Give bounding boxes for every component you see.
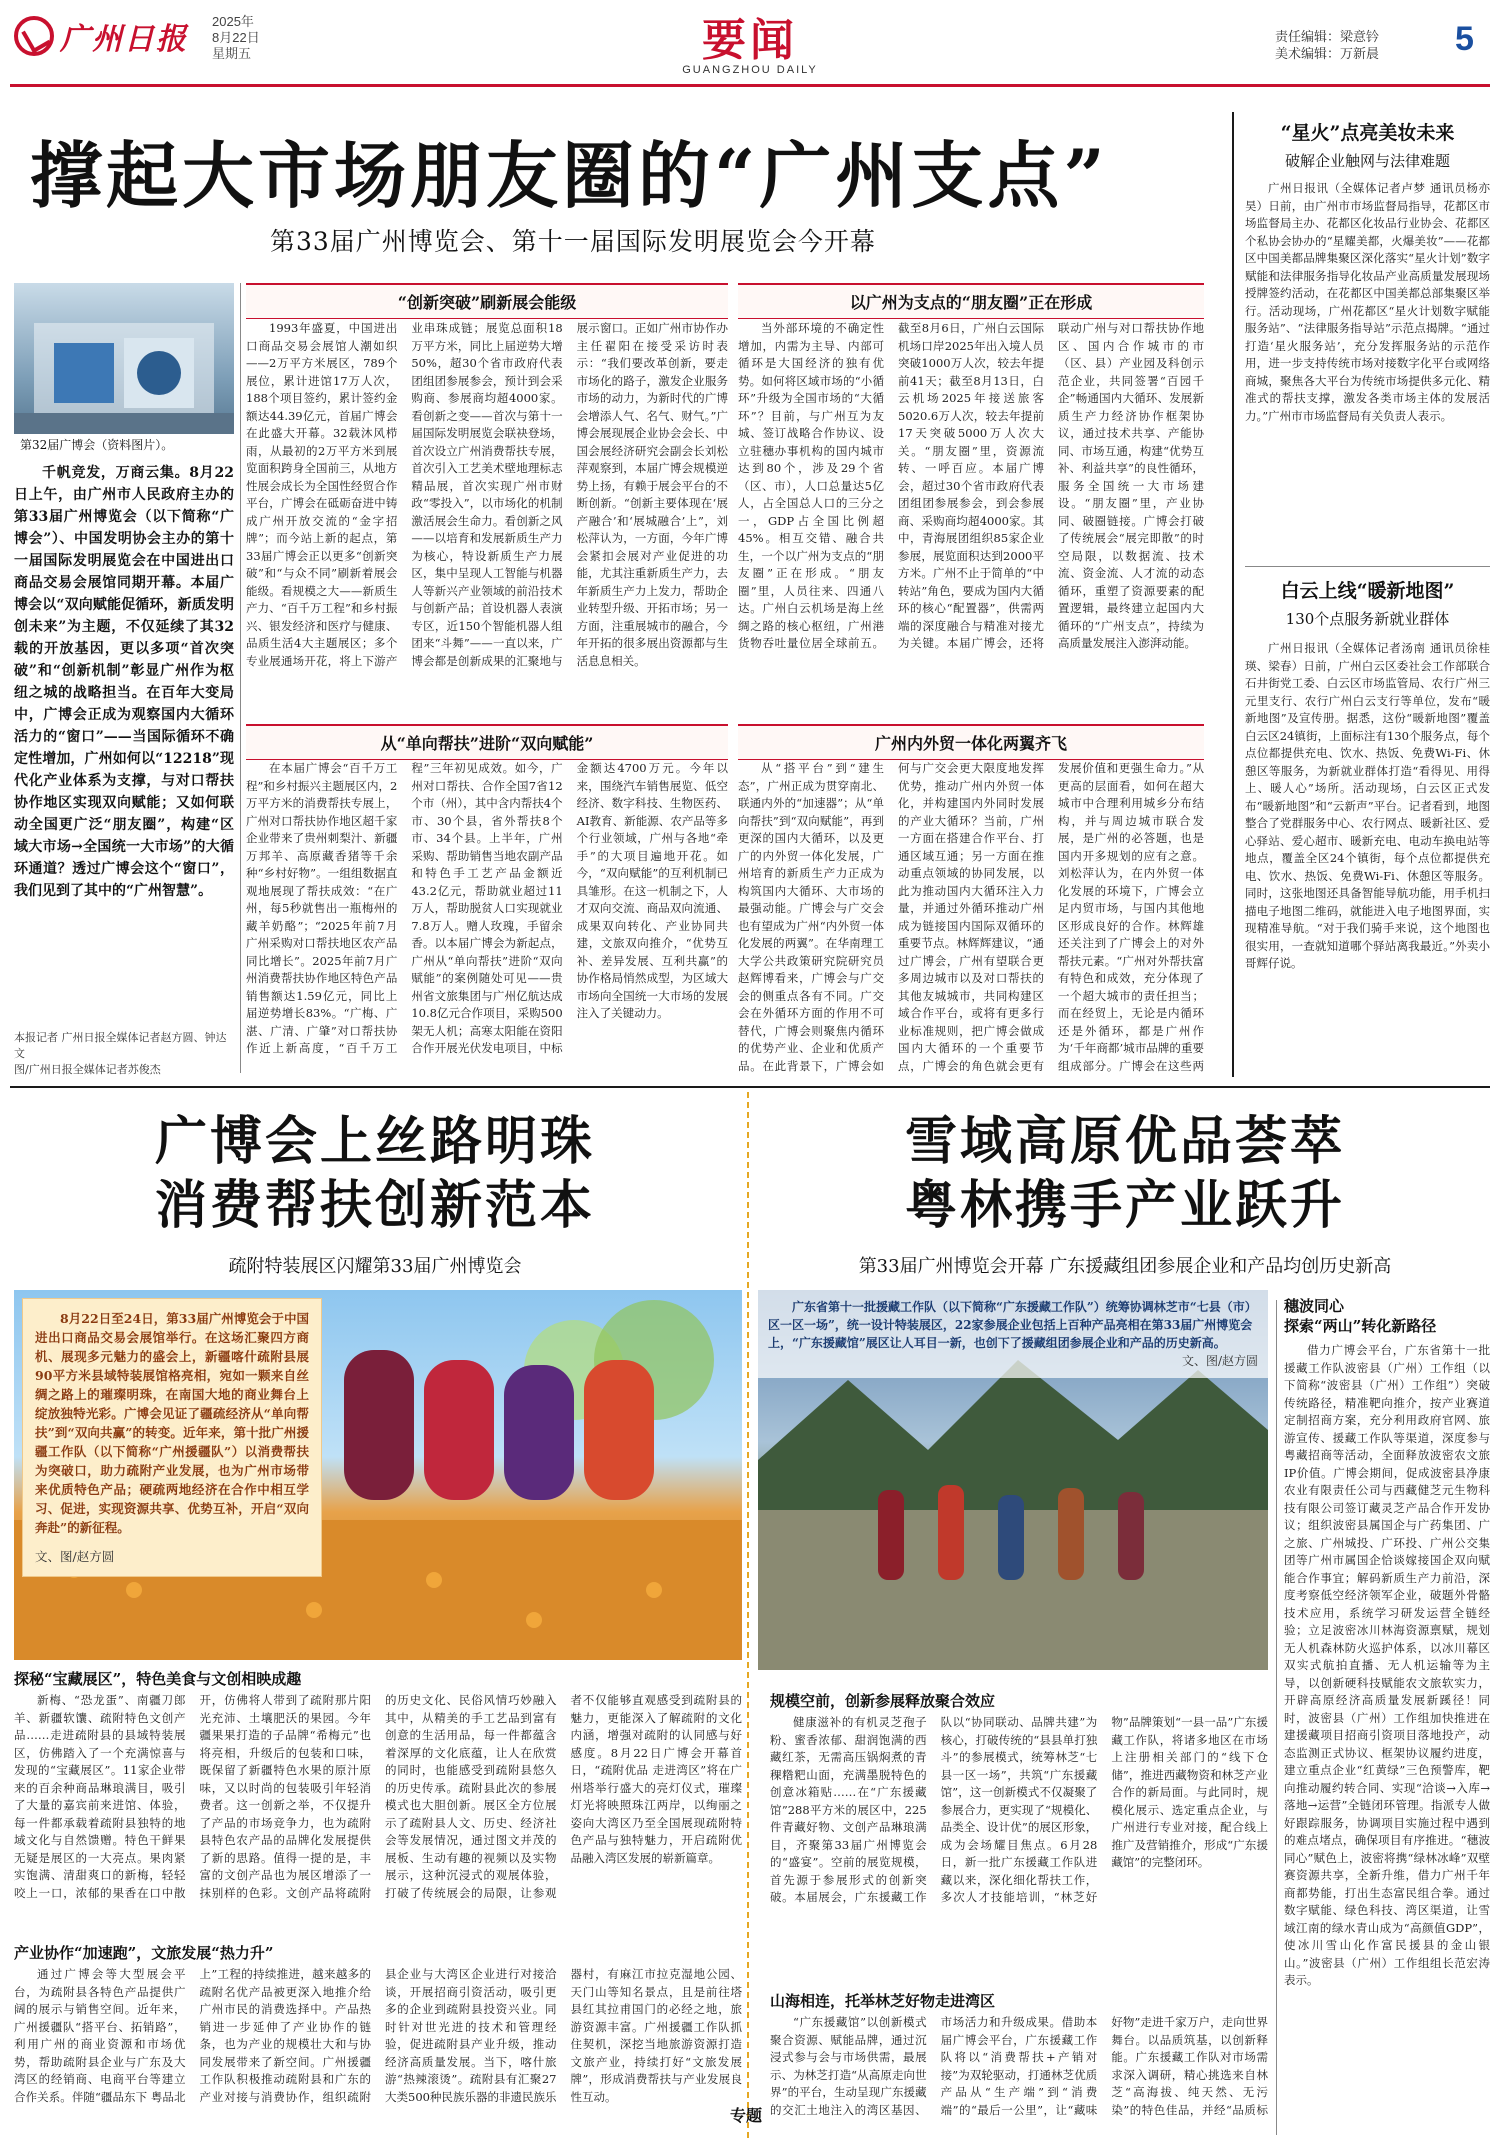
lower-right-side-title-1: 穗波同心 xyxy=(1284,1297,1345,1315)
editor-credits xyxy=(1275,28,1379,62)
lower-right-side-divider xyxy=(1276,1300,1277,2135)
lower-right-photo-caption-text: 广东省第十一批援藏工作队（以下简称“广东援藏工作队”）统筹协调林芝市“七县（市）区一区一场”，统一设计特装展区，22家参展企业包括上百种产品亮相在第33届广州博览会上，“广东援藏馆”展区让人耳目一新，也创下了援藏组团参展企业和产品的历史新高。 xyxy=(768,1300,1257,1350)
lower-right-headline-line1: 雪域高原优品荟萃 xyxy=(904,1111,1345,1172)
page-split-rule xyxy=(10,1086,1490,1088)
sidebar-divider xyxy=(1232,112,1234,1077)
lower-left-headline xyxy=(40,1110,710,1238)
lead-section-text-4: 从“搭平台”到“建生态”，广州正成为贯穿南北、联通内外的“加速器”；从“单向帮扶”到“双向赋能”，再到更深的国内大循环，以及更广的内外贸一体化发展，广州培育的新质生产力正成为构筑国内大循环、大市场的最强动能。广博会与广交会也有望成为广州“内外贸一体化发展的两翼”。在华南理工大学公共政策研究院研究员赵辉博看来，广博会与广交会的侧重点各有不同。广交会在外循环方面的作用不可替代，广博会则聚焦内循环的优势产业、企业和优质产品。在此背景下，广博会如何与广交会更大限度地发挥优势，推动广州内外贸一体化，并构建国内外同时发展的产业大循环？当前，广州一方面在搭建合作平台、打通区域互通；另一方面在推动重点领域的协同发展，以此为推动国内大循环注入力量，并通过外循环推动广州成为链接国内国际双循环的重要节点。林辉辉建议，“通过广博会，广州有望联合更多周边城市以及对口帮扶的其他友城城市，共同构建区域合作平台，或将有更多行业标准规则，把广博会做成国内大循环的一个重要节点，广博会的角色就会更有发展价值和更强生命力。”从更高的层面看，如何在超大城市中合理利用城乡分布结构，并与周边城市联合发展，是广州的必答题，也是国内开多规划的应有之意。刘松萍认为，在内外贸一体化发展的环境下，广博会立足内贸市场，与国内其他地区形成良好的合作。林辉雄还关注到了广博会上的对外帮扶元素。“广州对外帮扶富有特色和成效，充分体现了一个超大城市的责任担当；而在经贸上，无论是内循环还是外循环，都是广州作为‘千年商都’城市品牌的重要组成部分。广博会在这些两 xyxy=(738,761,1204,1073)
date-day: 8月22日 xyxy=(212,30,260,45)
section-title: 要闻 xyxy=(702,15,798,66)
lead-section-title-2: 以广州为支点的“朋友圈”正在形成 xyxy=(738,283,1204,319)
lower-right-side-text: 借力广博会平台，广东省第十一批援藏工作队波密县（广州）工作组（以下简称“波密县（广州）工作组”）突破传统路径，精准靶向推介，按产业赛道定制招商方案，充分利用政府官网、旅游宣传、援藏工作队等渠道，深度参与粤藏招商等活动，全面释放波密农文旅IP价值。广博会期间，促成波密县净康农业有限责任公司与西藏健芝元生物科技有限公司签订藏灵芝产品合作开发协议；组织波密县属国企与广药集团、广之旅、广州城投、广环投、广州公交集团等广州市属国企恰谈嫁接国企双向赋能合作事宜；解码新质生产力前沿，深度考察低空经济领军企业，破题外骨骼技术应用，系统学习研发运营全链经验；立足波密冰川林海资源禀赋，规划无人机森林防火巡护体系，以冰川幕区双实式航拍直播、无人机运输等为主导，以创新硬科技赋能农文旅软实力，开辟高原经济高质量发展新蹊径！同时，波密县（广州）工作组加快推进在建援藏项目招商引资项目落地投产，动态监测正式协议、框架协议履约进度，建立重点企业“红黄绿”三色预警库，靶向推动履约转合同、实现“洽谈→入库→落地→运营”全链闭环管理。指派专人做好跟踪服务，协调项目实施过程中遇到的难点堵点，确保项目有序推进。“穗波同心”赋色上，波密将携“绿林冰峰”双壁赛资源共享，全新升维，借力广州千年商都势能，打出生态富民组合拳。通过数字赋能、绿色科技、湾区渠道，让雪域江南的绿水青山成为“高颜值GDP”，使冰川雪山化作富民援县的金山银山。”波密县（广州）工作组组长范宏涛表示。 xyxy=(1284,1343,1490,1987)
lower-right-photo xyxy=(758,1290,1268,1670)
sidebar-story2-subtitle: 130个点服务新就业群体 xyxy=(1285,610,1450,628)
lower-right-section1-title: 规模空前，创新参展释放聚合效应 xyxy=(770,1692,996,1710)
lead-headline: 撑起大市场朋友圈的“广州支点” xyxy=(30,133,1109,218)
lower-column-divider xyxy=(747,1092,749,2138)
sidebar-story1-subtitle: 破解企业触网与法律难题 xyxy=(1284,152,1450,170)
lower-left-deck: 疏附特装展区闪耀第33届广州博览会 xyxy=(228,1256,522,1277)
column-divider xyxy=(240,283,241,1073)
lead-byline-photo: 图/广州日报全媒体记者苏俊杰 xyxy=(14,1063,161,1076)
lower-right-photo-byline: 文、图/赵方圆 xyxy=(1181,1354,1258,1368)
lead-section-text-3: 在本届广博会“百千万工程”和乡村振兴主题展区内，2万平方米的消费帮扶专展上，广州对口帮扶协作地区超千家企业带来了贵州刺梨汁、新疆万邦羊、高原藏香猪等千余种“乡村好物”。一组组数据直观地展现了帮扶成效：“在广州，每5秒就售出一瓶梅州的藏羊奶酪”；“2025年前7月广州采购对口帮扶地区农产品同比增长”。2025年前7月广州消费帮扶协作地区特色产品销售额达1.59亿元，同比上届逆势增长83%。“广梅、广湛、广清、广肇”对口帮扶协作近上新高度，“百千万工程”三年初见成效。如今，广州对口帮扶、合作全国7省12个市（州），其中含内帮扶4个市、30个县，省外帮扶8个市、34个县。上半年，广州采购、帮助销售当地农副产品和特色手工艺产品金额近43.2亿元，帮助就业超过11万人，帮助脱贫人口实现就业7.8万人。赠人玫瑰，手留余香。以本届广博会为新起点，广州从“单向帮扶”进阶“双向赋能”的案例随处可见——贵州省文旅集团与广州亿航达成10.8亿元合作项目，采购500架无人机；高寒太阳能在资阳合作开展光伏发电项目，中标金额达4700万元。今年以来，围绕汽车销售展览、低空经济、数字科技、生物医药、AI教育、新能源、农产品等多个行业领域，广州与各地“牵手”的大项目遍地开花。如今，“双向赋能”的互利机制已具雏形。在这一机制之下，人才双向交流、商品双向流通、成果双向转化、产业协同共建，文旅双向推介，“优势互补、差异发展、互利共赢”的协作格局悄然成型，为区域大市场向全国统一大市场的发展注入了关键动力。 xyxy=(246,761,728,1055)
date-year: 2025年 xyxy=(212,14,254,29)
newspaper-logo xyxy=(14,14,204,58)
lower-right-section1-text: 健康滋补的有机灵芝孢子粉、蜜香浓郁、甜润饱满的西藏红茶，无需高压锅焖煮的青稞糌粑山面，充满墨脱特色的创意冰箱贴……在“广东援藏馆”288平方米的展区中，225件青藏好物、文创产品琳琅满目，齐聚第33届广州博览会的“盛宴”。空前的展览规模，首先源于参展形式的创新突破。本届展会，广东援藏工作队以“协同联动、品牌共建”为核心，打破传统的“县县单打独斗”的参展模式，统筹林芝“七县一区一场”，共筑“广东援藏馆”，这一创新模式不仅凝聚了参展合力，更实现了“规模化、品类全、设计优”的展区形象，成为会场耀目焦点。6月28日，新一批广东援藏工作队进藏以来，深化细化帮扶工作，多次人才技能培训，“林芝好物”品牌策划“一县一品”广东援藏工作队，将诸多地区在市场上注册相关部门的“线下仓储”，推进西藏物资和林芝产业合作的新局面。与此同时，规模化展示、选定重点企业，与广州进行专业对接，配合线上推广及营销推介，形成“广东援藏馆”的完整闭环。 xyxy=(770,1715,1268,1904)
logo-text: 广州日报 xyxy=(60,22,188,57)
lead-photo-caption: 第32届广博会（资料图片）。 xyxy=(14,434,234,455)
lead-section-title-4: 广州内外贸一体化两翼齐飞 xyxy=(738,724,1204,760)
lower-right-side-title xyxy=(1284,1296,1490,1336)
issue-date xyxy=(212,14,260,62)
lower-left-headline-line1: 广博会上丝路明珠 xyxy=(154,1111,595,1172)
lower-left-section2-text: 通过广博会等大型展会平台，为疏附县各特色产品提供广阔的展示与销售空间。近年来，广州援疆队“搭平台、拓销路”，利用广州的商业资源和市场优势，帮助疏附县企业与广东及大湾区的经销商、电商平台等建立合作关系。伴随“疆品东下 粤品北上”工程的持续推进，越来越多的疏附名优产品被更深入地推介给广州市民的消费选择中。产品热销进一步延伸了产业协作的链条，也为产业的规模壮大和与协同发展带来了新空间。广州援疆工作队积极推动疏附县和广东的产业对接与消费协作，组织疏附县企业与大湾区企业进行对接洽谈，开展招商引资活动，吸引更多的企业到疏附县投资兴业。同时针对世光进的技术和管理经验，促进疏附县产业升级，推动经济高质量发展。当下，喀什旅游“热辣滚烫”。疏附县有汇聚27大类500种民族乐器的非遗民族乐器村，有麻江市拉克湿地公园、天门山等知名景点，且是前往塔县红其拉甫国门的必经之地，旅游资源丰富。广州援疆工作队抓住契机，深挖当地旅游资源打造文旅产业，持续打好“文旅发展牌”，形成消费帮扶与产业发展良性互动。 xyxy=(14,1967,742,2104)
lower-right-headline xyxy=(760,1110,1490,1238)
exhibition-hall-illustration xyxy=(14,283,234,455)
editor-responsible: 责任编辑：梁意钤 xyxy=(1275,29,1380,44)
lead-deck: 第33届广州博览会、第十一届国际发明展览会今开幕 xyxy=(270,227,876,256)
sidebar-rule xyxy=(1245,566,1490,567)
lower-left-intro-text: 8月22日至24日，第33届广州博览会于中国进出口商品交易会展馆举行。在这场汇聚四方商机、展现多元魅力的盛会上，新疆喀什疏附县展90平方米县域特装展馆格亮相，宛如一颗来自丝绸之路上的璀璨明珠，在南国大地的商业舞台上绽放独特光彩。广博会见证了疆疏经济从“单向帮扶”到“双向共赢”的转变。近年来，第十批广州援疆工作队（以下简称“广州援疆队”）以消费帮扶为突破口，助力疏附产业发展，也为广州市场带来优质特色产品；硬疏两地经济在合作中相互学习、促进，实现资源共享、优势互补，开启“双向奔赴”的新征程。 xyxy=(35,1311,309,1535)
page-number: 5 xyxy=(1455,20,1474,58)
lead-section-title-1: “创新突破”刷新展会能级 xyxy=(246,283,728,319)
lead-section-title-3: 从“单向帮扶”进阶“双向赋能” xyxy=(246,724,728,760)
lead-section-text-1: 1993年盛夏，中国进出口商品交易会展馆人潮如织——2万平方米展区，789个展位，累计进馆17万人次，188个项目签约，累计签约金额达44.39亿元，首届广博会在此盛大开幕。32载沐风栉雨，从最初的2万平方米到展览面积跨身全国前三，从地方性展会成长为全国性经贸合作平台，广博会在砥砺奋进中铸成广州开放交流的“金字招牌”；而今站上新的起点，第33届广博会正以更多“创新突破”和“与众不同”刷新着展会能级。看规模之大——新质生产力、“百千万工程”和乡村振兴、银发经济和医疗与健康、品质生活4大主题展区；多个专业展通场开花，将上下游产业串珠成链；展览总面积18万平方米，同比上届逆势大增50%，超30个省市政府代表团组团参展参会，预计到会采购商、参展商均超4000家。看创新之变——首次与第十一届国际发明展览会联袂登场，首次设立广州消费帮扶专展，首次引入工艺美术壁地理标志精品展，首次实现广州市财政“零投入”，以市场化的机制激活展会生命力。看创新之风——以培育和发展新质生产力为核心，特设新质生产力展区，集中呈现人工智能与机器人等新兴产业领域的前沿技术与创新产品；首设机器人表演专区，近150个智能机器人组团来“斗舞”——一直以来，广博会都是创新成果的汇聚地与展示窗口。正如广州市协作办主任翟阳在接受采访时表示：“我们要改革创新，要走市场化的路子，激发企业服务市场的动力，为新时代的广博会增添人气、名气、财气。”广博会展现展企业协会会长、中国会展经济研究会副会长刘松萍观察到，本届广博会规模逆势上扬，有赖于展会平台的不断创新。“创新主要体现在‘展产融合’和‘展城融合’上”，刘松萍认为，一方面，今年广博会紧扣会展对产业促进的功能，尤其注重新质生产力，去年新质生产力上发力，帮助企业转型升级、开拓市场；另一方面，注重展城市的融合，今年开拓的很多展出资源都与生活息息相关。 xyxy=(246,321,728,668)
masthead-rule xyxy=(10,84,1490,87)
sidebar-story1-title: “星火”点亮美妆未来 xyxy=(1280,122,1455,144)
logo-emblem-icon xyxy=(14,16,54,56)
lower-right-section2-text: “广东援藏馆”以创新模式聚合资源、赋能品牌，通过沉浸式参与会与市场供需，最展示、为林芝打造“从高原走向世界”的平台，生动呈现广东援藏的交汇土地注入的湾区基因、市场活力和升级成果。借助本届广博会平台，广东援藏工作队将以“消费帮扶+产销对接”为双轮驱动，打通林芝优质产品从“生产端”到“消费端”的“最后一公里”，让“藏味好物”走进千家万户，走向世界舞台。以品质筑基，以创新释能。广东援藏工作队对市场需求深入调研，精心挑选来自林芝“高海拔、纯天然、无污染”的特色佳品，并经“品质标 xyxy=(770,2015,1268,2117)
lead-section-text-2: 当外部环境的不确定性增加，内需为主导、内部可循环是大国经济的独有优势。如何将区域市场的“小循环”升级为全国市场的“大循环”？目前，与广州互为友城、签订战略合作协议、设立驻穗办事机构的国内城市达到80个，涉及29个省（区、市），人口总量达5亿人，占全国总人口的三分之一，GDP占全国比例超45%。相互交错、融合共生，一个以广州为支点的“朋友圈”正在形成。“朋友圈”里，人员往来、四通八达。广州白云机场是海上丝绸之路的核心枢纽，广州港货物吞吐量位居全球前五。截至8月6日，广州白云国际机场口岸2025年出入境人员突破1000万人次，较去年提前41天；截至8月13日，白云机场2025年接送旅客5020.6万人次，较去年提前17天突破5000万人次大关。“朋友圈”里，资源流转、一呼百应。本届广博会，超过30个省市政府代表团组团参展参会，到会参展商、采购商均超4000家。其中，青海展团组织85家企业参展，展览面积达到2000平方米。广州不止于简单的“中转站”角色，要成为国内大循环的核心“配置器”，供需两端的深度融合与精准对接尤为关键。本届广博会，还将联动广州与对口帮扶协作地区、国内合作城市的市（区、县）产业园及科创示范企业，共同签署“百园千企”畅通国内大循环、发展新质生产力经济协作框架协议，通过技术共享、产能协同、市场互通，构建“优势互补、利益共享”的良性循环，服务全国统一大市场建设。“朋友圈”里，产业协同、破圈链接。广博会打破了传统展会“展完即散”的时空局限，以数据流、技术流、资金流、人才流的动态循环，重塑了资源要素的配置逻辑，最终建立起国内大循环的“广州支点”，持续为高质量发展注入澎湃动能。 xyxy=(738,321,1204,650)
lower-right-deck: 第33届广州博览会开幕 广东援藏组团参展企业和产品均创历史新高 xyxy=(858,1256,1392,1277)
lower-right-headline-line2: 粤林携手产业跃升 xyxy=(904,1175,1345,1236)
lower-left-section1-title: 探秘“宝藏展区”，特色美食与文创相映成趣 xyxy=(14,1670,302,1688)
lead-byline xyxy=(14,1030,234,1078)
lower-left-intro-box xyxy=(22,1298,322,1577)
lead-photo xyxy=(14,283,234,455)
sidebar-story1-text: 广州日报讯（全媒体记者卢梦 通讯员杨亦昊）日前，由广州市市场监督局指导，花都区市场监督局主办、花都区化妆品行业协会、花都区个私协会协办的“星耀美都，火爆美妆”——花都区中国美都品牌集聚区深化落实“星火计划”数字赋能和法律服务指导化妆品产业高质量发展现场授牌签约活动，在花都区中国美都总部集聚区举行。活动现场，广州花都区“星火计划数字赋能服务站”、“法律服务指导站”示范点揭牌。“通过打造‘星火服务站’，充分发挥服务站的示范作用，进一步支持传统市场对接数字化平台或网络商城，聚焦各大平台为传统市场提供多元化、精准式的帮扶支撑，激发各类市场主体的发展活力。”广州市市场监督局有关负责人表示。 xyxy=(1245,181,1490,423)
lower-left-headline-line2: 消费帮扶创新范本 xyxy=(154,1175,595,1236)
section-subtitle: GUANGZHOU DAILY xyxy=(682,64,818,76)
lower-left-photo xyxy=(14,1290,742,1660)
lower-left-section2-title: 产业协作“加速跑”，文旅发展“热力升” xyxy=(14,1944,274,1962)
lead-intro: 千帆竞发，万商云集。8月22日上午，由广州市人民政府主办的第33届广州博览会（以下简称“广博会”）、中国发明协会主办的第十一届国际发明展览会在中国进出口商品交易会展馆同期开幕。本届广博会以“双向赋能促循环，新质发明创未来”为主题，不仅延续了其32载的开放基因，更以多项“首次突破”和“创新机制”彰显广州作为枢纽之城的战略担当。在百年大变局中，广博会正成为观察国内大循环活力的“窗口”——当国际循环不确定性增加，广州如何以“12218”现代化产业体系为支撑，与对口帮扶协作地区实现双向赋能；又如何联动全国更广泛“朋友圈”，构建“区域大市场→全国统一大市场”的大循环通道？透过广博会这个“窗口”，我们见到了其中的“广州智慧”。 xyxy=(14,465,234,899)
sidebar-story2-title: 白云上线“暖新地图” xyxy=(1280,580,1455,602)
lower-left-intro-byline: 文、图/赵方圆 xyxy=(35,1549,115,1564)
sidebar-story2-text: 广州日报讯（全媒体记者汤南 通讯员徐桂瑛、梁春）日前，广州白云区委社会工作部联合石井街党工委、白云区市场监管局、农行广州三元里支行、农行广州白云支行等单位，发布“暖新地图”及宣传册。据悉，这份“暖新地图”覆盖白云区24镇街，上面标注有130个服务点，每个点位都提供充电、饮水、热饭、免费Wi-Fi、休憩区等服务，为新就业群体打造“看得见、用得上、暖人心”场所。活动现场，白云区正式发布“暖新地图”和“云新声”平台。记者看到，地图整合了党群服务中心、农行网点、暖新社区、爱心驿站、爱心超市、暖新充电、电动车换电站等地点，覆盖全区24个镇街，每个点位都提供充电、饮水、热饭、免费Wi-Fi、休憩区等服务。同时，这张地图还具备智能导航功能，用手机扫描电子地图二维码，就能进入电子地图界面，实现精准导航。“对于我们骑手来说，这个地图也很实用，一查就知道哪个驿站离我最近。”外卖小哥辉仔说。 xyxy=(1245,641,1490,970)
topic-label: 专题 xyxy=(730,2106,763,2125)
lower-right-section2-title: 山海相连，托举林芝好物走进湾区 xyxy=(770,1992,996,2010)
lead-byline-reporters: 本报记者 广州日报全媒体记者赵方圆、钟达文 xyxy=(14,1031,227,1060)
weekday: 星期五 xyxy=(212,46,252,61)
editor-art: 美术编辑：万新晨 xyxy=(1275,46,1380,61)
lower-right-side-title-2: 探索“两山”转化新路径 xyxy=(1284,1317,1437,1335)
lower-left-section1-text: 新梅、“恐龙蛋”、南疆刀郎羊、新疆软馕、疏附特色文创产品……走进疏附县的县域特装展区，仿佛踏入了一个充满惊喜与发现的“宝藏展区”。11家企业带来的百余种商品琳琅满目，吸引了大量的嘉宾前来进馆、体验，每一件都承载着疏附县独特的地域文化与自然馈赠。特色干鲜果无疑是展区的一大亮点。果肉紧实饱满、清甜爽口的新梅，轻轻咬上一口，浓郁的果香在口中散开，仿佛将人带到了疏附那片阳光充沛、土壤肥沃的果园。今年疆果果打造的子品牌“希梅元”也将亮相，升级后的包装和口味，既保留了新疆特色水果的原汁原味，又以时尚的包装吸引年轻消费者。这一创新之举，不仅提升了产品的市场竞争力，也为疏附县特色农产品的品牌化发展提供了新的思路。值得一提的是，丰富的文创产品也为展区增添了一抹别样的色彩。文创产品将疏附的历史文化、民俗风情巧妙融入其中，从精美的手工艺品到富有创意的生活用品，每一件都蕴含着深厚的文化底蕴，让人在欣赏的同时，也能感受到疏附县悠久的历史传承。疏附县此次的参展模式也大胆创新。展区全方位展示了疏附县人文、历史、经济社会等发展情况，通过图文并茂的展板、生动有趣的视频以及实物展示，这种沉浸式的观展体验，打破了传统展会的局限，让参观者不仅能够直观感受到疏附县的魅力，更能深入了解疏附的文化内涵，增强对疏附的认同感与好感度。8月22日广博会开幕首日，“疏附优品 走进湾区”将在广州塔举行盛大的亮灯仪式，璀璨灯光将映照珠江两岸，以绚丽之姿向大湾区乃至全国展现疏附特色产品与独特魅力，开启疏附优品融入湾区发展的崭新篇章。 xyxy=(14,1693,742,1900)
lower-right-photo-caption xyxy=(758,1290,1268,1378)
